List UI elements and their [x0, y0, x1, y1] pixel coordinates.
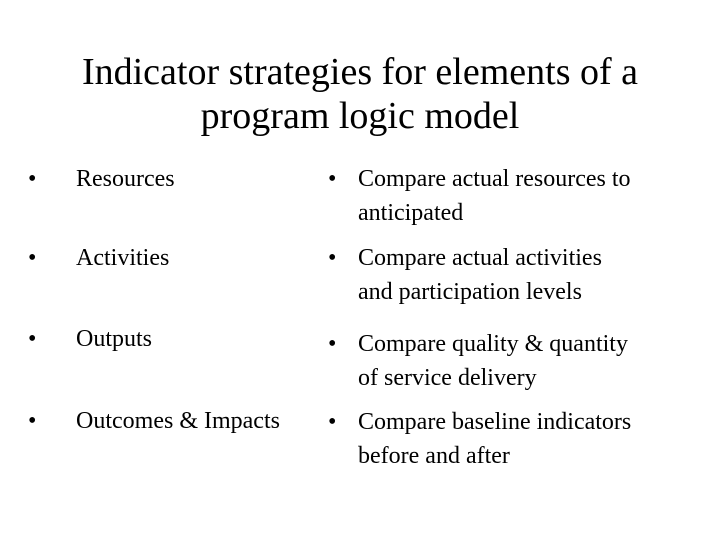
- bullet-icon: •: [328, 331, 337, 357]
- bullet-icon: •: [28, 245, 37, 271]
- slide-title-line-2: program logic model: [200, 95, 520, 137]
- bullet-icon: •: [328, 409, 337, 435]
- left-item-activities: [28, 241, 169, 275]
- right-item-outputs-strategy: [328, 327, 628, 395]
- right-item-activities-strategy: [328, 241, 602, 309]
- left-item-outcomes-impacts: [28, 404, 280, 438]
- right-item-line-1: Compare actual resources to: [358, 166, 631, 192]
- right-item-outcomes-strategy: [328, 405, 631, 473]
- right-item-text: [358, 327, 628, 395]
- right-item-text: [358, 405, 631, 473]
- bullet-icon: •: [328, 166, 337, 192]
- right-item-line-2: anticipated: [358, 200, 464, 226]
- right-item-line-1: Compare actual activities: [358, 245, 602, 271]
- right-item-text: [358, 241, 602, 309]
- left-item-outputs: [28, 322, 152, 356]
- left-item-label: Activities: [76, 245, 170, 271]
- left-item-resources: [28, 162, 175, 196]
- right-item-line-1: Compare baseline indicators: [358, 409, 632, 435]
- bullet-icon: •: [28, 326, 37, 352]
- left-item-label: Outcomes & Impacts: [76, 408, 280, 434]
- right-item-text: [358, 162, 631, 230]
- slide-title: [30, 50, 690, 138]
- bullet-icon: •: [28, 166, 37, 192]
- right-item-line-2: and participation levels: [358, 279, 582, 305]
- bullet-icon: •: [28, 408, 37, 434]
- right-item-line-1: Compare quality & quantity: [358, 331, 628, 357]
- left-item-label: Outputs: [76, 326, 153, 352]
- right-item-resources-strategy: [328, 162, 631, 230]
- right-item-line-2: before and after: [358, 443, 510, 469]
- left-item-label: Resources: [76, 166, 175, 192]
- bullet-icon: •: [328, 245, 337, 271]
- right-item-line-2: of service delivery: [358, 365, 537, 391]
- slide-title-line-1: Indicator strategies for elements of a: [81, 51, 639, 93]
